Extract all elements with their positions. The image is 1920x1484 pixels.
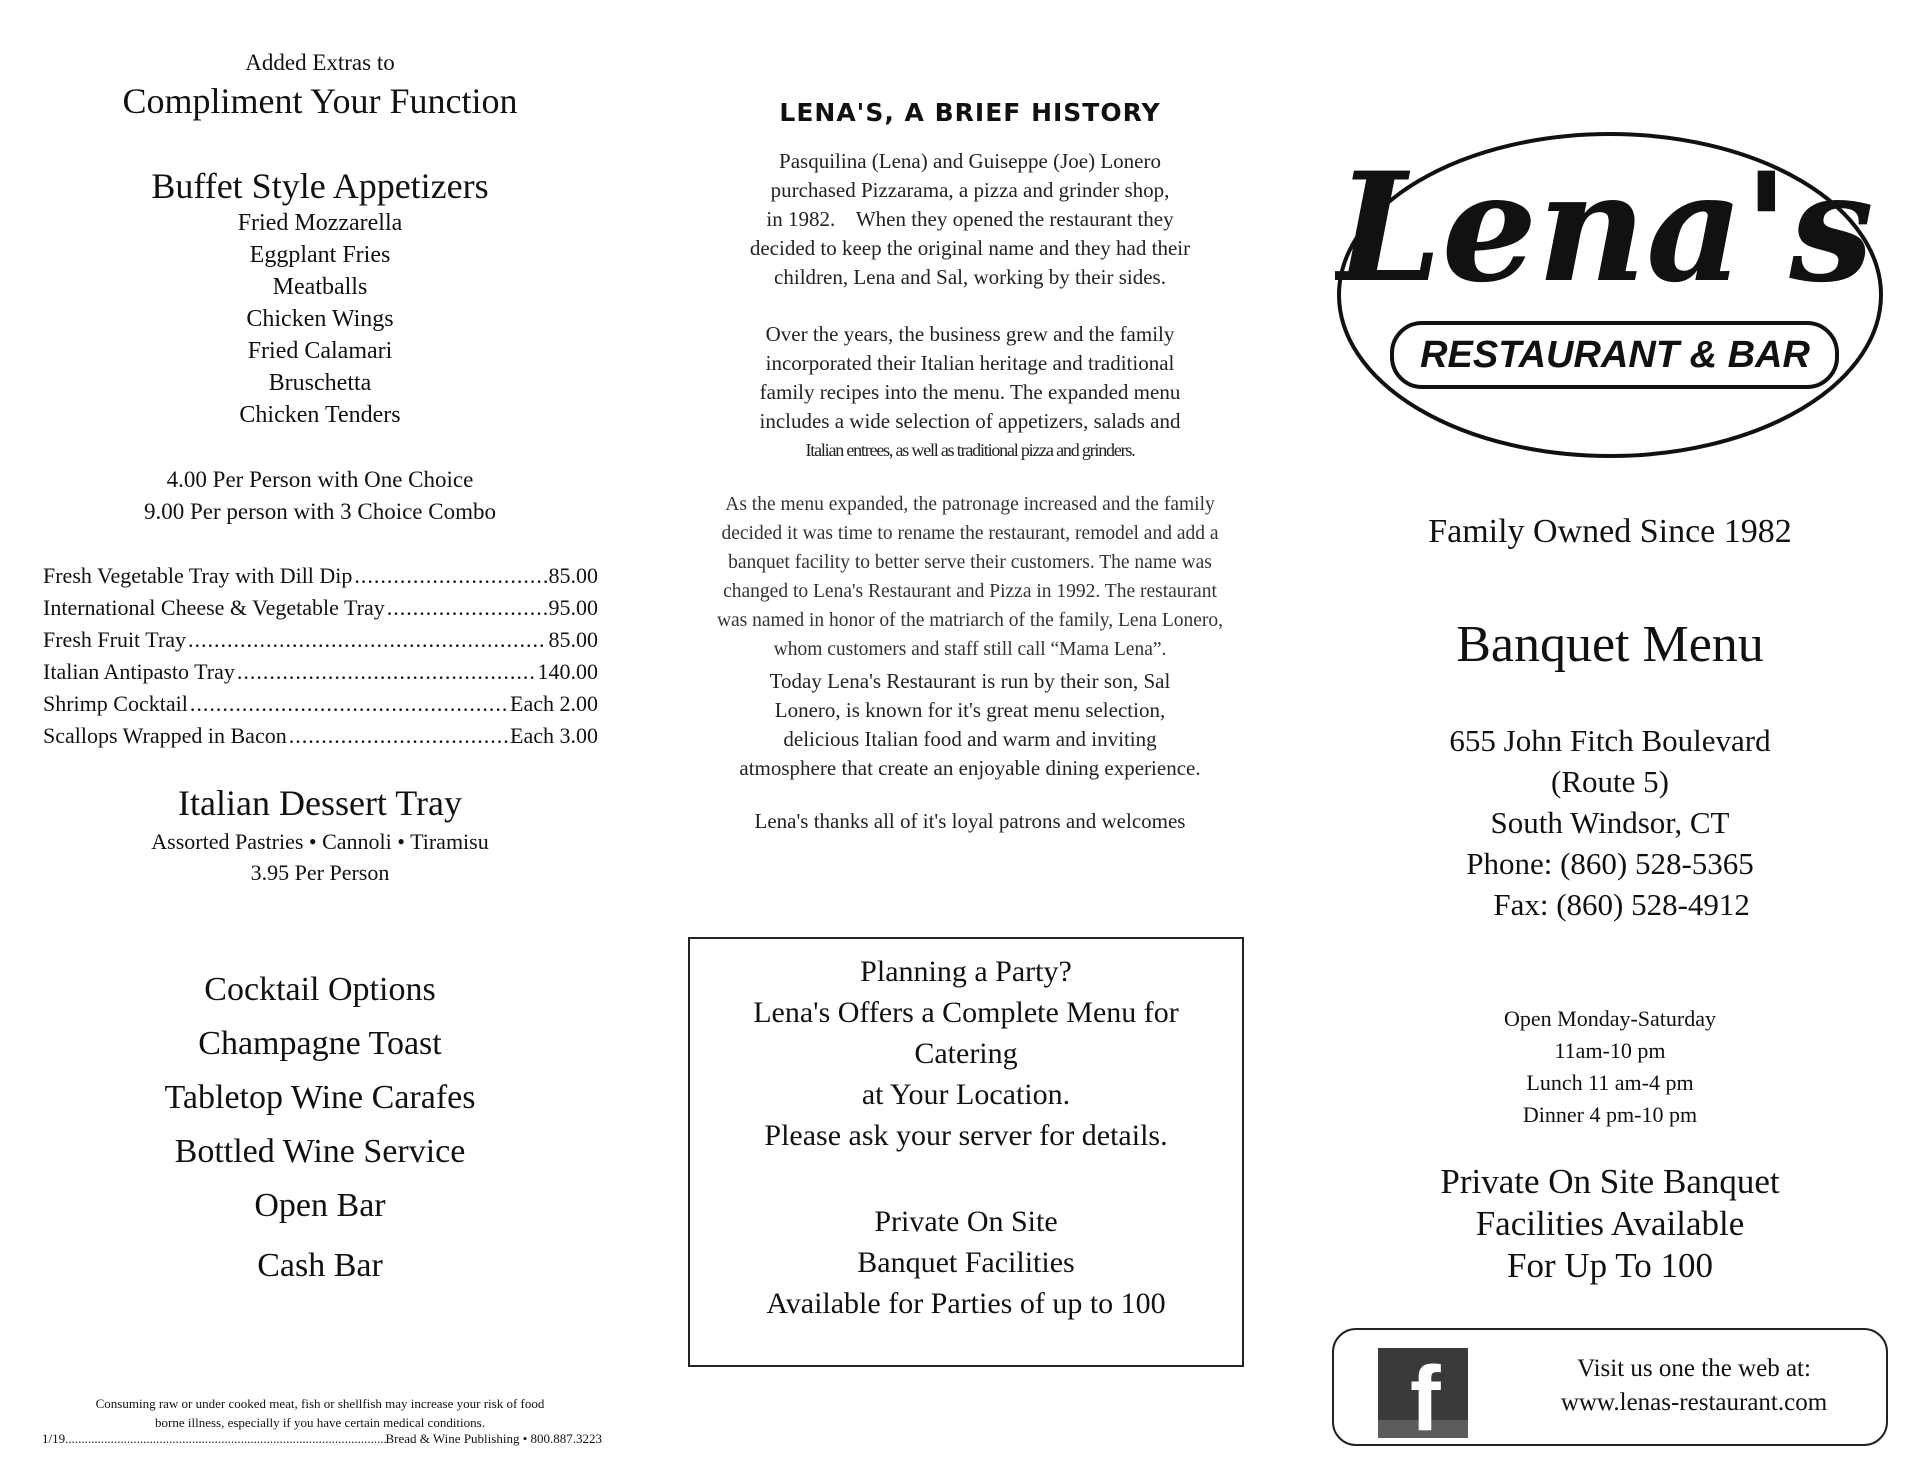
list-item: Eggplant Fries xyxy=(249,242,391,268)
tray-price: 85.00 xyxy=(548,627,598,652)
text-line: For Up To 100 xyxy=(1507,1246,1713,1285)
list-item: Cash Bar xyxy=(257,1247,383,1284)
phone-number: Phone: (860) 528-5365 xyxy=(1466,846,1754,881)
text-line: in 1982. When they opened the restaurant they xyxy=(766,207,1174,231)
text-line: at Your Location. xyxy=(861,1078,1071,1111)
tray-row xyxy=(43,688,598,720)
list-item: Cocktail Options xyxy=(204,971,436,1008)
tray-price: 85.00 xyxy=(548,563,598,588)
buffet-appetizer-list xyxy=(30,207,610,431)
website-text xyxy=(1514,1352,1874,1420)
text-line: Banquet Facilities xyxy=(857,1246,1075,1279)
text-line: Over the years, the business grew and the family xyxy=(765,322,1175,346)
tray-row xyxy=(43,656,598,688)
footer-code: 1/19 xyxy=(42,1431,66,1446)
text-line: purchased Pizzarama, a pizza and grinder shop, xyxy=(770,178,1170,202)
dot-leader xyxy=(289,720,508,752)
publisher-footer xyxy=(42,1431,602,1447)
dot-leader xyxy=(387,592,547,624)
tray-row xyxy=(43,720,598,752)
history-paragraph-5: Lena's thanks all of it's loyal patrons and welcomes xyxy=(754,809,1186,833)
list-item: Meatballs xyxy=(272,274,368,300)
tray-name: Italian Antipasto Tray xyxy=(43,659,235,684)
tray-name: Scallops Wrapped in Bacon xyxy=(43,723,287,748)
tray-row xyxy=(43,560,598,592)
text-line: Lonero, is known for it's great menu selection, xyxy=(774,698,1166,722)
dot-leader xyxy=(237,656,536,688)
text-line: was named in honor of the matriarch of the family, Lena Lonero, xyxy=(716,610,1224,631)
hours-line: 11am-10 pm xyxy=(1554,1038,1666,1063)
tray-price: Each 3.00 xyxy=(510,723,598,748)
text-line: children, Lena and Sal, working by their sides. xyxy=(774,265,1166,289)
facebook-icon[interactable] xyxy=(1378,1348,1468,1450)
tray-price: Each 2.00 xyxy=(510,691,598,716)
family-owned-tagline: Family Owned Since 1982 xyxy=(1428,513,1792,550)
text-line: Facilities Available xyxy=(1475,1204,1745,1243)
hours-line: Open Monday-Saturday xyxy=(1503,1006,1716,1031)
buffet-price-combo: 9.00 Per person with 3 Choice Combo xyxy=(144,499,496,524)
catering-block xyxy=(690,951,1242,1156)
website-box xyxy=(1332,1328,1888,1450)
beverage-options-list xyxy=(30,963,610,1293)
catering-info-box xyxy=(688,937,1244,1367)
history-paragraph-4 xyxy=(680,667,1260,783)
fax-number: Fax: (860) 528-4912 xyxy=(1470,887,1750,922)
dot-leader xyxy=(65,1431,385,1447)
text-line: Catering xyxy=(914,1037,1018,1070)
tray-price: 95.00 xyxy=(548,595,598,620)
list-item: Champagne Toast xyxy=(198,1025,442,1062)
text-line: delicious Italian food and warm and inviting xyxy=(783,727,1157,751)
disclaimer-line: Consuming raw or under cooked meat, fish or shellfish may increase your risk of food xyxy=(95,1396,545,1411)
dessert-tray-items: Assorted Pastries • Cannoli • Tiramisu xyxy=(151,829,489,854)
text-line: decided it was time to rename the restaurant, remodel and add a xyxy=(721,523,1219,544)
banquet-facilities-block xyxy=(690,1201,1242,1324)
text-line: Private On Site Banquet xyxy=(1440,1162,1780,1201)
visit-label: Visit us one the web at: xyxy=(1577,1355,1811,1382)
text-line: As the menu expanded, the patronage increased and the family xyxy=(725,494,1215,515)
list-item: Chicken Tenders xyxy=(239,402,401,428)
dessert-tray-price: 3.95 Per Person xyxy=(250,860,390,885)
text-line: whom customers and staff still call “Mama Lena”. xyxy=(773,639,1167,660)
disclaimer-line: borne illness, especially if you have certain medical conditions. xyxy=(155,1415,485,1430)
buffet-appetizers-title: Buffet Style Appetizers xyxy=(151,166,489,206)
history-paragraph-3 xyxy=(680,490,1260,664)
list-item: Chicken Wings xyxy=(246,306,394,332)
address-line: (Route 5) xyxy=(1551,764,1669,799)
hours-line: Dinner 4 pm-10 pm xyxy=(1522,1102,1698,1127)
tray-price-list xyxy=(43,560,598,752)
text-line: Italian entrees, as well as traditional pizza and grinders. xyxy=(805,440,1135,460)
dot-leader xyxy=(188,624,546,656)
text-line: Pasquilina (Lena) and Guiseppe (Joe) Lonero xyxy=(779,149,1161,173)
text-line: atmosphere that create an enjoyable dining experience. xyxy=(739,756,1201,780)
buffet-price-one-choice: 4.00 Per Person with One Choice xyxy=(166,467,474,492)
lenas-logo xyxy=(1335,130,1885,460)
tray-name: Shrimp Cocktail xyxy=(43,691,188,716)
hours-line: Lunch 11 am-4 pm xyxy=(1526,1070,1694,1095)
text-line: Available for Parties of up to 100 xyxy=(766,1287,1166,1320)
private-banquet-note xyxy=(1320,1161,1900,1287)
list-item: Open Bar xyxy=(254,1187,386,1224)
list-item: Tabletop Wine Carafes xyxy=(164,1079,476,1116)
text-line: banquet facility to better serve their customers. The name was xyxy=(728,552,1212,573)
list-item: Bottled Wine Service xyxy=(174,1133,466,1170)
text-line: Lena's Offers a Complete Menu for xyxy=(753,996,1179,1029)
food-safety-disclaimer xyxy=(30,1394,610,1432)
text-line: changed to Lena's Restaurant and Pizza in 1992. The restaurant xyxy=(723,581,1217,602)
text-line: includes a wide selection of appetizers, salads and xyxy=(759,409,1181,433)
dessert-tray-title: Italian Dessert Tray xyxy=(178,783,462,823)
banquet-menu-title: Banquet Menu xyxy=(1456,616,1764,673)
footer-publisher: Bread & Wine Publishing • 800.887.3223 xyxy=(385,1431,602,1446)
history-paragraph-1 xyxy=(680,147,1260,292)
text-line: Today Lena's Restaurant is run by their son, Sal xyxy=(769,669,1171,693)
tray-row xyxy=(43,624,598,656)
history-title: LENA'S, A BRIEF HISTORY xyxy=(779,98,1161,127)
text-line: family recipes into the menu. The expanded menu xyxy=(759,380,1181,404)
address-line: 655 John Fitch Boulevard xyxy=(1449,723,1771,758)
address-line: South Windsor, CT xyxy=(1490,805,1730,840)
dot-leader xyxy=(190,688,508,720)
text-line: Planning a Party? xyxy=(860,955,1072,988)
text-line: Private On Site xyxy=(874,1205,1058,1238)
added-extras-heading: Added Extras to xyxy=(245,50,395,75)
tray-row xyxy=(43,592,598,624)
list-item: Fried Calamari xyxy=(247,338,393,364)
website-link[interactable]: www.lenas-restaurant.com xyxy=(1560,1389,1828,1416)
compliment-heading: Compliment Your Function xyxy=(122,81,518,121)
text-line: decided to keep the original name and they had their xyxy=(749,236,1191,260)
tray-name: International Cheese & Vegetable Tray xyxy=(43,595,385,620)
dot-leader xyxy=(354,560,546,592)
list-item: Fried Mozzarella xyxy=(237,210,403,236)
buffet-pricing xyxy=(30,464,610,528)
logo-subtitle: RESTAURANT & BAR xyxy=(1420,334,1810,376)
text-line: incorporated their Italian heritage and traditional xyxy=(765,351,1175,375)
history-paragraph-2 xyxy=(680,320,1260,465)
tray-name: Fresh Fruit Tray xyxy=(43,627,187,652)
facebook-f-glyph: f xyxy=(1410,1348,1441,1450)
tray-price: 140.00 xyxy=(537,659,598,684)
list-item: Bruschetta xyxy=(268,370,372,396)
tray-name: Fresh Vegetable Tray with Dill Dip xyxy=(43,563,353,588)
opening-hours xyxy=(1320,1003,1900,1131)
logo-name: Lena's xyxy=(1336,140,1874,316)
contact-address xyxy=(1320,720,1900,925)
text-line: Please ask your server for details. xyxy=(764,1119,1168,1152)
